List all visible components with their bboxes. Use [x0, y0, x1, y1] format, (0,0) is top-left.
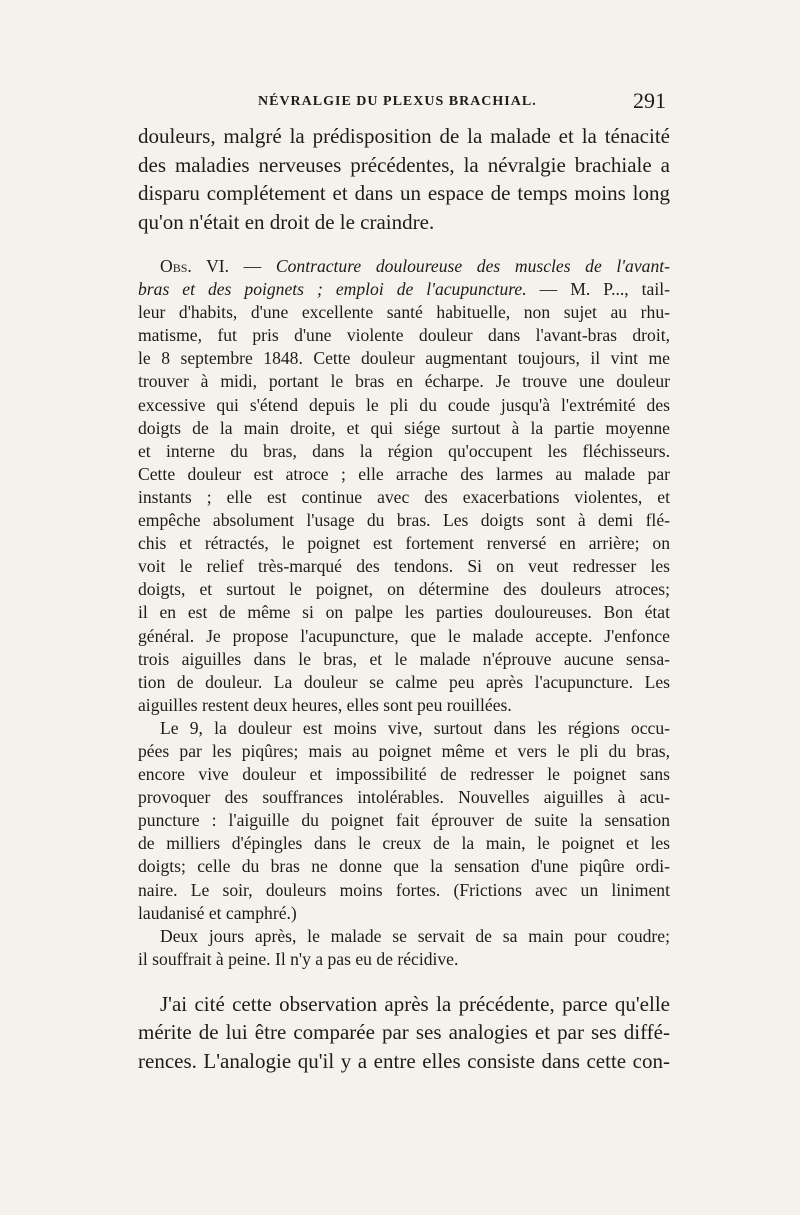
observation-title-line [138, 278, 670, 301]
observation-text-start: — M. P..., tail- [526, 279, 670, 300]
closing-paragraph [138, 990, 670, 1076]
text-line: matisme, fut pris d'une violente douleur dans l'avant-bras droit, [138, 325, 670, 346]
text-line: le 8 septembre 1848. Cette douleur augmentant toujours, il vint me [138, 348, 670, 369]
text-line: chis et rétractés, le poignet est fortement renversé en arrière; on [138, 533, 670, 554]
paragraph-deux-jours [138, 925, 670, 971]
text-line: puncture : l'aiguille du poignet fait éprouver de suite la sensation [138, 810, 670, 831]
text-line: leur d'habits, d'une excellente santé habituelle, non sujet au rhu- [138, 302, 670, 323]
text-line: trois aiguilles dans le bras, et le malade n'éprouve aucune sensa- [138, 648, 670, 669]
text-line: de milliers d'épingles dans le creux de la main, le poignet et les [138, 833, 670, 854]
text-line: doigts, et surtout le poignet, on détermine des douleurs atroces; [138, 579, 670, 600]
text-line: pées par les piqûres; mais au poignet même et vers le pli du bras, [138, 740, 670, 761]
text-line: excessive qui s'étend depuis le pli du coude jusqu'à l'extrémité des [138, 394, 670, 415]
text-line: tion de douleur. La douleur se calme peu après l'acupuncture. Les [138, 671, 670, 692]
text-line: Cette douleur est atroce ; elle arrache des larmes au malade par [138, 463, 670, 484]
text-line: général. Je propose l'acupuncture, que le malade accepte. J'enfonce [138, 625, 670, 646]
text-line: provoquer des souffrances intolérables. Nouvelles aiguilles à acu- [138, 787, 670, 808]
observation-dash: — [229, 256, 276, 276]
observation-label: Obs. VI. [160, 256, 230, 276]
text-line: qu'on n'était en droit de le craindre. [138, 209, 435, 234]
text-line: trouver à midi, portant le bras en écharpe. Je trouve une douleur [138, 371, 670, 392]
text-line: doigts de la main droite, et qui siége surtout à la partie moyenne [138, 417, 670, 438]
text-line: instants ; elle est continue avec des exacerbations violentes, et [138, 486, 670, 507]
paragraph-le-9 [138, 717, 670, 925]
text-line: empêche absolument l'usage du bras. Les doigts sont à demi flé- [138, 510, 670, 531]
observation-title-part-1: Contracture douloureuse des muscles de l'avant- [275, 256, 670, 276]
text-line: encore vive douleur et impossibilité de redresser le poignet sans [138, 764, 670, 785]
observation-title-part-2: bras et des poignets ; emploi de l'acupuncture. [138, 279, 527, 300]
text-line: mérite de lui être comparée par ses analogies et par ses diffé- [138, 1020, 670, 1045]
text-line: il en est de même si on palpe les parties douloureuses. Bon état [138, 602, 670, 623]
text-line: disparu complétement et dans un espace de temps moins long [138, 181, 670, 205]
observation-heading-line [138, 255, 670, 278]
text-line: il souffrait à peine. Il n'y a pas eu de récidive. [138, 948, 459, 969]
text-line: voit le relief très-marqué des tendons. Si on veut redresser les [138, 556, 670, 577]
text-line: Deux jours après, le malade se servait de sa main pour coudre; [160, 925, 670, 946]
book-page [138, 88, 670, 1075]
text-line: rences. L'analogie qu'il y a entre elles consiste dans cette con- [138, 1048, 670, 1073]
text-line: douleurs, malgré la prédisposition de la malade et la ténacité [138, 124, 670, 148]
text-line: des maladies nerveuses précédentes, la névralgie brachiale a [138, 152, 670, 177]
text-line: J'ai cité cette observation après la précédente, parce qu'elle [160, 991, 670, 1016]
page-number: 291 [633, 88, 666, 113]
text-line: et interne du bras, dans la région qu'occupent les fléchisseurs. [138, 440, 670, 461]
text-line: naire. Le soir, douleurs moins fortes. (Frictions avec un liniment [138, 879, 670, 900]
observation-block [138, 255, 670, 717]
running-title: NÉVRALGIE DU PLEXUS BRACHIAL. [258, 94, 537, 109]
text-line: doigts; celle du bras ne donne que la sensation d'une piqûre ordi- [138, 856, 670, 877]
text-line: laudanisé et camphré.) [138, 902, 297, 923]
opening-paragraph [138, 122, 670, 236]
running-head [138, 88, 670, 122]
text-line: aiguilles restent deux heures, elles sont peu rouillées. [138, 694, 512, 715]
text-line: Le 9, la douleur est moins vive, surtout dans les régions occu- [160, 717, 670, 738]
